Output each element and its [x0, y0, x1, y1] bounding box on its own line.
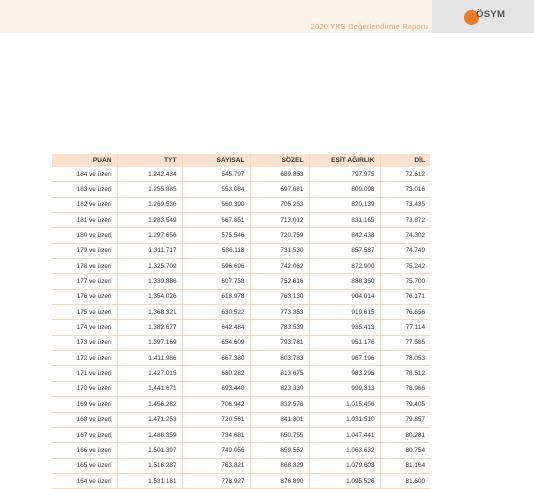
table-row [52, 473, 430, 488]
table-cell: 180 ve üzeri [52, 228, 117, 243]
table-cell: 1.354.026 [117, 289, 182, 304]
table-cell: 182 ve üzeri [52, 197, 117, 212]
column-header: EŞİT AĞIRLIK [309, 154, 380, 167]
report-header-band [0, 0, 534, 33]
table-cell: 654.609 [182, 335, 250, 350]
table-cell: 181 ve üzeri [52, 213, 117, 228]
table-cell: 79.857 [380, 412, 430, 427]
table-cell: 876.890 [250, 473, 309, 488]
table-cell: 77.114 [380, 320, 430, 335]
table-cell: 77.585 [380, 335, 430, 350]
table-row [52, 289, 430, 304]
table-cell: 868.329 [250, 458, 309, 473]
table-cell: 763.130 [250, 289, 309, 304]
table-cell: 174 ve üzeri [52, 320, 117, 335]
table-cell: 1.441.671 [117, 381, 182, 396]
table-row [52, 167, 430, 182]
table-cell: 1.283.549 [117, 213, 182, 228]
table-cell: 74.749 [380, 243, 430, 258]
table-cell: 1.339.886 [117, 274, 182, 289]
table-cell: 763.821 [182, 458, 250, 473]
table-cell: 1.427.015 [117, 366, 182, 381]
score-distribution-table [52, 154, 430, 489]
table-cell: 560.390 [182, 197, 250, 212]
table-cell: 951.176 [309, 335, 380, 350]
table-cell: 553.084 [182, 182, 250, 197]
table-cell: 705.253 [250, 197, 309, 212]
table-cell: 618.978 [182, 289, 250, 304]
table-cell: 842.438 [309, 228, 380, 243]
table-row [52, 366, 430, 381]
table-cell: 586.118 [182, 243, 250, 258]
table-cell: 820.139 [309, 197, 380, 212]
table-cell: 164 ve üzeri [52, 473, 117, 488]
table-cell: 841.801 [250, 412, 309, 427]
table-cell: 773.353 [250, 305, 309, 320]
table-cell: 75.700 [380, 274, 430, 289]
table-cell: 731.530 [250, 243, 309, 258]
table-cell: 1.531.181 [117, 473, 182, 488]
table-cell: 76.656 [380, 305, 430, 320]
table-cell: 935.413 [309, 320, 380, 335]
table-cell: 904.014 [309, 289, 380, 304]
table-cell: 72.612 [380, 167, 430, 182]
table-cell: 81.600 [380, 473, 430, 488]
column-header: SAYISAL [182, 154, 250, 167]
table-cell: 749.056 [182, 443, 250, 458]
column-header: DİL [380, 154, 430, 167]
table-cell: 76.171 [380, 289, 430, 304]
table-cell: 734.681 [182, 427, 250, 442]
table-cell: 697.681 [250, 182, 309, 197]
table-cell: 1.325.709 [117, 259, 182, 274]
table-cell: 74.302 [380, 228, 430, 243]
table-cell: 1.095.526 [309, 473, 380, 488]
table-row [52, 381, 430, 396]
osym-logo [432, 0, 534, 33]
table-cell: 75.242 [380, 259, 430, 274]
table-cell: 78.512 [380, 366, 430, 381]
table-cell: 167 ve üzeri [52, 427, 117, 442]
table-cell: 857.587 [309, 243, 380, 258]
table-cell: 1.397.169 [117, 335, 182, 350]
table-cell: 169 ve üzeri [52, 397, 117, 412]
table-cell: 177 ve üzeri [52, 274, 117, 289]
table-cell: 173 ve üzeri [52, 335, 117, 350]
table-cell: 596.696 [182, 259, 250, 274]
table-cell: 176 ve üzeri [52, 289, 117, 304]
table-cell: 171 ve üzeri [52, 366, 117, 381]
table-cell: 1.015.456 [309, 397, 380, 412]
table-cell: 850.755 [250, 427, 309, 442]
table-cell: 1.269.536 [117, 197, 182, 212]
table-cell: 80.281 [380, 427, 430, 442]
report-title: 2020 YKS Değerlendirme Raporu [310, 22, 428, 31]
table-cell: 78.053 [380, 351, 430, 366]
table-row [52, 213, 430, 228]
table-cell: 175 ve üzeri [52, 305, 117, 320]
table-cell: 872.900 [309, 259, 380, 274]
table-cell: 783.539 [250, 320, 309, 335]
table-cell: 706.942 [182, 397, 250, 412]
table-cell: 778.927 [182, 473, 250, 488]
table-cell: 859.552 [250, 443, 309, 458]
table-cell: 630.522 [182, 305, 250, 320]
table-row [52, 335, 430, 350]
column-header: SÖZEL [250, 154, 309, 167]
table-cell: 693.440 [182, 381, 250, 396]
table-row [52, 305, 430, 320]
table-row [52, 351, 430, 366]
table-cell: 179 ve üzeri [52, 243, 117, 258]
table-cell: 919.615 [309, 305, 380, 320]
table-row [52, 443, 430, 458]
table-cell: 1.079.603 [309, 458, 380, 473]
table-cell: 1.311.717 [117, 243, 182, 258]
column-header: TYT [117, 154, 182, 167]
table-cell: 178 ve üzeri [52, 259, 117, 274]
table-cell: 1.501.397 [117, 443, 182, 458]
logo-text: ÖSYM [476, 9, 506, 20]
table-cell: 165 ve üzeri [52, 458, 117, 473]
table-cell: 1.063.632 [309, 443, 380, 458]
table-cell: 172 ve üzeri [52, 351, 117, 366]
table-cell: 1.368.321 [117, 305, 182, 320]
table-cell: 1.382.677 [117, 320, 182, 335]
table-cell: 1.255.885 [117, 182, 182, 197]
table-cell: 166 ve üzeri [52, 443, 117, 458]
table-cell: 73.016 [380, 182, 430, 197]
table-cell: 79.405 [380, 397, 430, 412]
table-cell: 607.758 [182, 274, 250, 289]
table-cell: 168 ve üzeri [52, 412, 117, 427]
table-cell: 1.516.287 [117, 458, 182, 473]
table-row [52, 228, 430, 243]
table-cell: 720.561 [182, 412, 250, 427]
table-cell: 567.851 [182, 213, 250, 228]
table-cell: 1.456.282 [117, 397, 182, 412]
table-cell: 832.576 [250, 397, 309, 412]
table-cell: 1.411.986 [117, 351, 182, 366]
table-cell: 81.164 [380, 458, 430, 473]
table-cell: 680.282 [182, 366, 250, 381]
table-cell: 183 ve üzeri [52, 182, 117, 197]
table-cell: 983.295 [309, 366, 380, 381]
table-row [52, 182, 430, 197]
table-row [52, 320, 430, 335]
table-row [52, 427, 430, 442]
table-cell: 80.754 [380, 443, 430, 458]
table-cell: 742.062 [250, 259, 309, 274]
table-row [52, 243, 430, 258]
table-cell: 813.675 [250, 366, 309, 381]
table-row [52, 412, 430, 427]
column-header: PUAN [52, 154, 117, 167]
table-cell: 170 ve üzeri [52, 381, 117, 396]
table-cell: 642.484 [182, 320, 250, 335]
table-cell: 713.012 [250, 213, 309, 228]
table-cell: 809.098 [309, 182, 380, 197]
table-cell: 689.853 [250, 167, 309, 182]
table-cell: 1.297.656 [117, 228, 182, 243]
table-cell: 752.616 [250, 274, 309, 289]
table-cell: 1.486.359 [117, 427, 182, 442]
table-row [52, 397, 430, 412]
table-row [52, 274, 430, 289]
table-body [52, 167, 430, 489]
table-cell: 667.380 [182, 351, 250, 366]
table-cell: 831.165 [309, 213, 380, 228]
table-cell: 1.031.510 [309, 412, 380, 427]
table-cell: 1.471.253 [117, 412, 182, 427]
table-cell: 720.759 [250, 228, 309, 243]
table-cell: 545.797 [182, 167, 250, 182]
table-cell: 73.872 [380, 213, 430, 228]
table-cell: 823.330 [250, 381, 309, 396]
table-cell: 78.966 [380, 381, 430, 396]
table-row [52, 197, 430, 212]
table-row [52, 259, 430, 274]
table-cell: 793.781 [250, 335, 309, 350]
table-cell: 1.242.434 [117, 167, 182, 182]
table-cell: 967.196 [309, 351, 380, 366]
table-cell: 888.350 [309, 274, 380, 289]
table-header-row [52, 154, 430, 167]
table-cell: 184 ve üzeri [52, 167, 117, 182]
table-cell: 73.435 [380, 197, 430, 212]
table-row [52, 458, 430, 473]
table-cell: 1.047.441 [309, 427, 380, 442]
table-cell: 803.783 [250, 351, 309, 366]
table-cell: 575.546 [182, 228, 250, 243]
table-cell: 797.975 [309, 167, 380, 182]
table-cell: 999.313 [309, 381, 380, 396]
